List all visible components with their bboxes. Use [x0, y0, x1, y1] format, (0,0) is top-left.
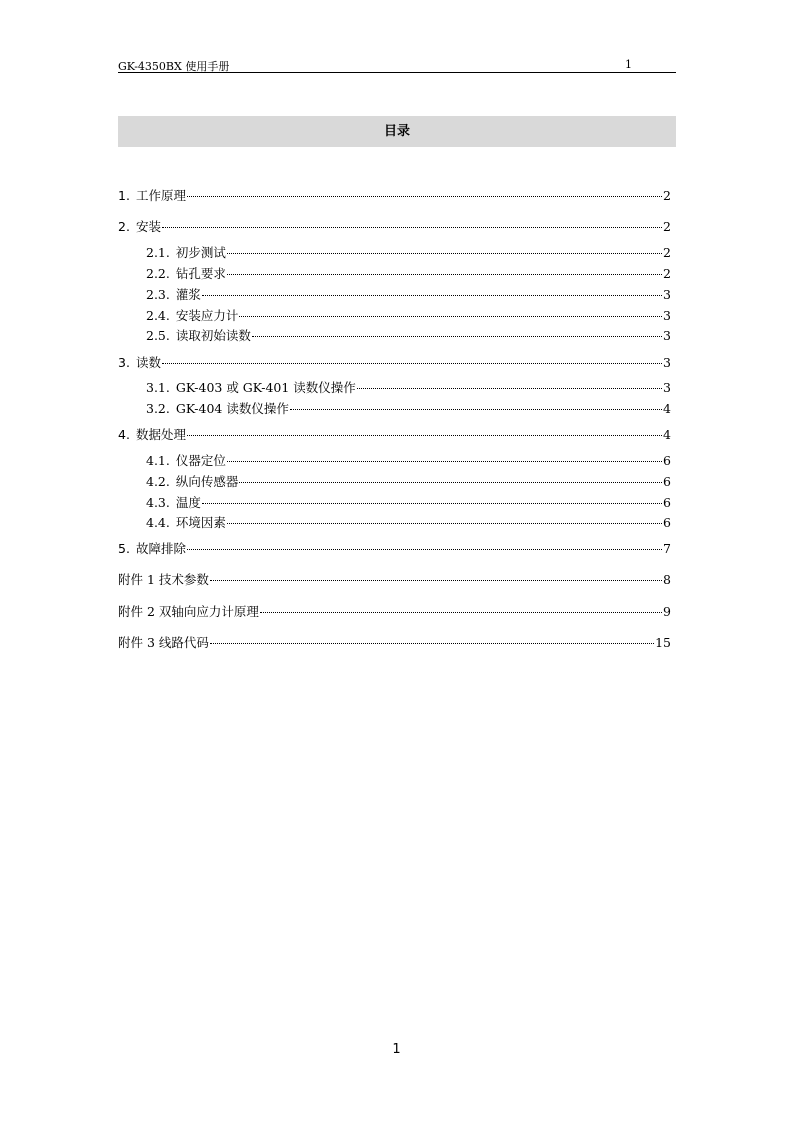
- toc-entry-page: 8: [663, 572, 671, 587]
- toc-entry-text: 钻孔要求: [175, 266, 226, 281]
- toc-entry-number: 3.2.: [146, 401, 170, 416]
- toc-entry-page: 4: [663, 401, 671, 416]
- toc-entry-number: 5.: [118, 541, 130, 556]
- toc-leader-dots: [187, 549, 662, 550]
- toc-entry[interactable]: [118, 604, 671, 620]
- toc-entry-page: 3: [663, 380, 671, 395]
- toc-entry-page: 4: [663, 427, 671, 442]
- toc-entry-text: 数据处理: [135, 427, 186, 442]
- toc-leader-dots: [227, 523, 662, 524]
- toc-entry[interactable]: [118, 188, 671, 204]
- toc-entry[interactable]: [146, 287, 671, 303]
- toc-entry[interactable]: [146, 245, 671, 261]
- toc-entry[interactable]: [146, 380, 671, 396]
- toc-entry[interactable]: [118, 635, 671, 651]
- toc-leader-dots: [162, 363, 662, 364]
- toc-leader-dots: [162, 227, 662, 228]
- toc-leader-dots: [239, 316, 662, 317]
- toc-entry-text: GK-403 或 GK-401 读数仪操作: [175, 380, 356, 395]
- toc-entry-number: 4.4.: [146, 515, 170, 530]
- toc-leader-dots: [239, 482, 662, 483]
- toc-entry-page: 3: [663, 355, 671, 370]
- toc-leader-dots: [227, 274, 662, 275]
- toc-entry-number: 2.1.: [146, 245, 170, 260]
- toc-entry-page: 3: [663, 287, 671, 302]
- toc-entry-page: 15: [655, 635, 671, 650]
- toc-entry-number: 3.: [118, 355, 130, 370]
- toc-entry[interactable]: [146, 308, 671, 324]
- toc-leader-dots: [187, 435, 662, 436]
- toc-leader-dots: [227, 461, 662, 462]
- toc-entry[interactable]: [118, 572, 671, 588]
- toc-entry-page: 9: [663, 604, 671, 619]
- toc-entry-text: 读数: [135, 355, 161, 370]
- toc-leader-dots: [187, 196, 662, 197]
- toc-entry-text: 附件 2 双轴向应力计原理: [118, 604, 259, 619]
- toc-entry-page: 2: [663, 245, 671, 260]
- toc-leader-dots: [202, 503, 662, 504]
- toc-entry[interactable]: [118, 427, 671, 443]
- toc-entry-text: GK-404 读数仪操作: [175, 401, 289, 416]
- toc-entry-number: 2.2.: [146, 266, 170, 281]
- toc-leader-dots: [260, 612, 662, 613]
- toc-entry-text: 纵向传感器: [175, 474, 239, 489]
- toc-entry[interactable]: [118, 219, 671, 235]
- toc-entry-number: 4.3.: [146, 495, 170, 510]
- toc-entry-page: 2: [663, 219, 671, 234]
- toc-entry[interactable]: [118, 355, 671, 371]
- toc-entry-page: 2: [663, 266, 671, 281]
- toc-leader-dots: [227, 253, 662, 254]
- toc-leader-dots: [210, 643, 654, 644]
- header-page-number: 1: [625, 58, 632, 71]
- toc-entry-page: 6: [663, 495, 671, 510]
- toc-entry-page: 6: [663, 453, 671, 468]
- toc-entry-text: 附件 3 线路代码: [118, 635, 209, 650]
- toc-entry-text: 环境因素: [175, 515, 226, 530]
- toc-entry-number: 4.1.: [146, 453, 170, 468]
- toc-entry-text: 安装: [135, 219, 161, 234]
- toc-leader-dots: [210, 580, 662, 581]
- toc-entry-page: 3: [663, 328, 671, 343]
- toc-entry[interactable]: [146, 328, 671, 344]
- toc-entry-text: 工作原理: [135, 188, 186, 203]
- toc-entry-number: 1.: [118, 188, 130, 203]
- toc-entry-number: 4.: [118, 427, 130, 442]
- toc-entry-text: 灌浆: [175, 287, 201, 302]
- toc-title: 目录: [118, 116, 676, 147]
- toc-entry[interactable]: [146, 474, 671, 490]
- toc-entry-page: 7: [663, 541, 671, 556]
- toc-entry-page: 2: [663, 188, 671, 203]
- header-doc-title: GK-4350BX 使用手册: [118, 60, 230, 73]
- toc-entry-page: 3: [663, 308, 671, 323]
- toc-entry-text: 安装应力计: [175, 308, 239, 323]
- toc-entry-number: 2.5.: [146, 328, 170, 343]
- toc-leader-dots: [357, 388, 662, 389]
- toc-entry[interactable]: [146, 515, 671, 531]
- footer-page-number: 1: [392, 1042, 401, 1057]
- toc-leader-dots: [290, 409, 662, 410]
- toc-entry-text: 仪器定位: [175, 453, 226, 468]
- toc-entry-text: 读取初始读数: [175, 328, 251, 343]
- toc-entry-number: 3.1.: [146, 380, 170, 395]
- toc-entry[interactable]: [146, 495, 671, 511]
- toc-entry-text: 故障排除: [135, 541, 186, 556]
- toc-entry[interactable]: [146, 453, 671, 469]
- toc-entry-text: 初步测试: [175, 245, 226, 260]
- toc-entry[interactable]: [146, 266, 671, 282]
- toc-entry[interactable]: [118, 541, 671, 557]
- toc-entry-page: 6: [663, 474, 671, 489]
- toc-entry[interactable]: [146, 401, 671, 417]
- toc-entry-number: 2.: [118, 219, 130, 234]
- toc-entry-number: 2.4.: [146, 308, 170, 323]
- toc-entry-text: 附件 1 技术参数: [118, 572, 209, 587]
- toc-leader-dots: [252, 336, 662, 337]
- toc-entry-number: 4.2.: [146, 474, 170, 489]
- toc-leader-dots: [202, 295, 662, 296]
- toc-entry-text: 温度: [175, 495, 201, 510]
- page-header: [118, 57, 676, 73]
- toc-entry-page: 6: [663, 515, 671, 530]
- toc-entry-number: 2.3.: [146, 287, 170, 302]
